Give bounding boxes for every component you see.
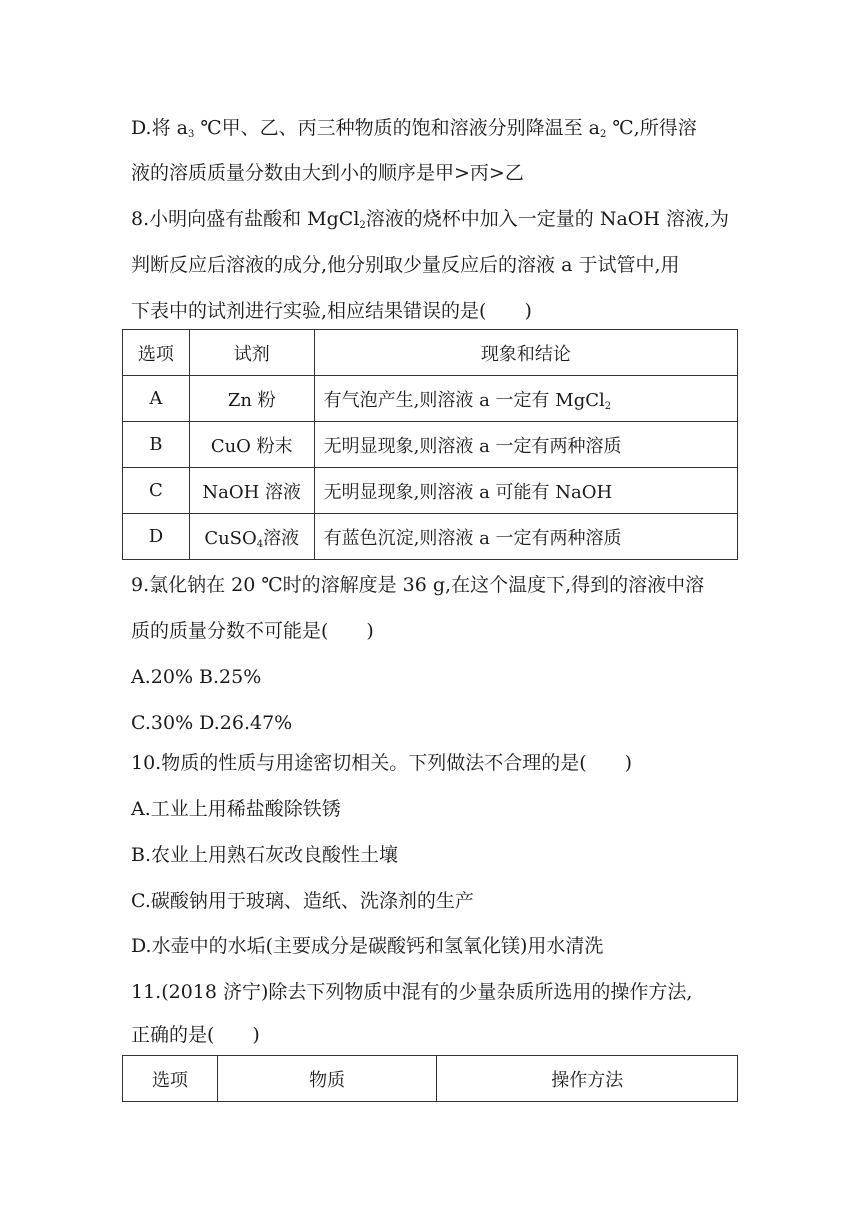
cell-result: 无明显现象,则溶液 a 可能有 NaOH — [314, 468, 737, 514]
q10-stem: 10.物质的性质与用途密切相关。下列做法不合理的是( ) — [131, 752, 633, 774]
q7-option-d-line1: D.将 $a_3$ ℃甲、乙、丙三种物质的饱和溶液分别降温至 $a_2$ ℃,所得溶 — [131, 117, 697, 140]
cell-reagent: Zn 粉 — [189, 376, 314, 422]
table-header-row — [123, 330, 738, 376]
q9-options-cd: C.30% D.26.47% — [131, 712, 293, 734]
table-header-row — [123, 1056, 738, 1102]
cell-reagent: CuSO$_4$溶液 — [189, 514, 314, 560]
header-option: 选项 — [123, 330, 190, 376]
cell-reagent: CuO 粉末 — [189, 422, 314, 468]
q10-option-b: B.农业上用熟石灰改良酸性土壤 — [131, 844, 399, 866]
cell-option: B — [123, 422, 190, 468]
header-method: 操作方法 — [437, 1056, 738, 1102]
cell-result: 无明显现象,则溶液 a 一定有两种溶质 — [314, 422, 737, 468]
header-option: 选项 — [123, 1056, 218, 1102]
table-row — [123, 468, 738, 514]
q10-option-d: D.水壶中的水垢(主要成分是碳酸钙和氢氧化镁)用水清洗 — [131, 935, 604, 957]
cell-reagent: NaOH 溶液 — [189, 468, 314, 514]
q7-option-d-line2: 液的溶质质量分数由大到小的顺序是甲>丙>乙 — [131, 162, 524, 184]
q8-stem-line3: 下表中的试剂进行实验,相应结果错误的是( ) — [131, 300, 532, 322]
q10-option-c: C.碳酸钠用于玻璃、造纸、洗涤剂的生产 — [131, 890, 474, 912]
cell-result: 有蓝色沉淀,则溶液 a 一定有两种溶质 — [314, 514, 737, 560]
cell-option: D — [123, 514, 190, 560]
q11-table — [122, 1055, 738, 1102]
header-result: 现象和结论 — [314, 330, 737, 376]
q10-option-a: A.工业上用稀盐酸除铁锈 — [131, 798, 341, 820]
table-row — [123, 376, 738, 422]
header-substance: 物质 — [217, 1056, 437, 1102]
q11-stem-line2: 正确的是( ) — [131, 1024, 260, 1046]
table-row — [123, 514, 738, 560]
cell-option: A — [123, 376, 190, 422]
q9-options-ab: A.20% B.25% — [131, 666, 262, 688]
q8-stem-line1: 8.小明向盛有盐酸和 MgCl$_2$溶液的烧杯中加入一定量的 NaOH 溶液,为 — [131, 208, 729, 231]
header-reagent: 试剂 — [189, 330, 314, 376]
table-row — [123, 422, 738, 468]
q9-stem-line1: 9.氯化钠在 20 ℃时的溶解度是 36 g,在这个温度下,得到的溶液中溶 — [131, 574, 705, 596]
cell-result: 有气泡产生,则溶液 a 一定有 MgCl$_2$ — [314, 376, 737, 422]
q9-stem-line2: 质的质量分数不可能是( ) — [131, 620, 374, 642]
cell-option: C — [123, 468, 190, 514]
q8-table — [122, 329, 738, 560]
q8-stem-line2: 判断反应后溶液的成分,他分别取少量反应后的溶液 a 于试管中,用 — [131, 254, 680, 276]
q11-stem-line1: 11.(2018 济宁)除去下列物质中混有的少量杂质所选用的操作方法, — [131, 981, 693, 1003]
